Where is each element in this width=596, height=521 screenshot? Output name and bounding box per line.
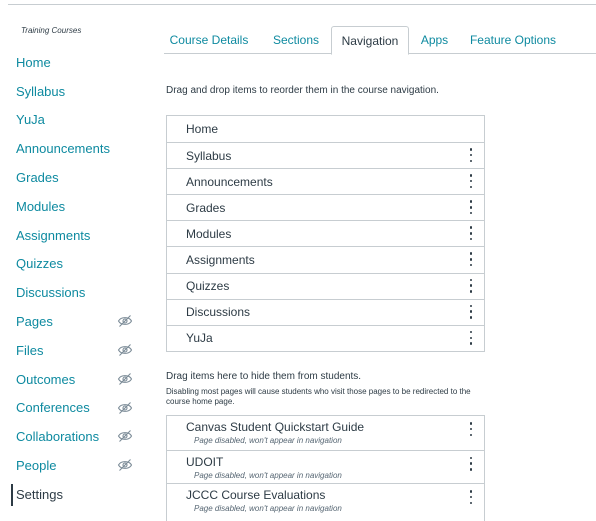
kebab-menu-icon[interactable] [468, 331, 474, 345]
eye-slash-icon [117, 372, 133, 386]
nav-item-label: Home [16, 54, 51, 70]
nav-item-label: Modules [16, 198, 66, 214]
nav-item-collaborations[interactable] [0, 422, 140, 451]
nav-item-people[interactable] [0, 451, 140, 480]
disabled-item-note: Page disabled, won't appear in navigation [194, 470, 342, 480]
settings-tabs [164, 26, 596, 54]
nav-item-quizzes[interactable] [0, 250, 140, 279]
nav-item-grades[interactable] [0, 163, 140, 192]
eye-slash-icon [117, 458, 133, 472]
course-title: Training Courses [21, 26, 82, 35]
disabled-item-label: JCCC Course Evaluations [186, 488, 326, 502]
nav-item-pages[interactable] [0, 307, 140, 336]
nav-item-home[interactable] [0, 48, 140, 77]
enabled-item-syllabus[interactable] [167, 142, 484, 168]
enabled-item-label: Quizzes [186, 279, 230, 294]
enabled-item-home[interactable] [167, 116, 484, 142]
tab-feature-options[interactable]: Feature Options [469, 33, 557, 47]
enabled-item-assignments[interactable] [167, 246, 484, 272]
disabled-item-label: Canvas Student Quickstart Guide [186, 420, 365, 434]
kebab-menu-icon[interactable] [468, 200, 474, 214]
nav-item-yuja[interactable] [0, 106, 140, 135]
eye-slash-icon [117, 343, 133, 357]
nav-item-label: Conferences [16, 400, 90, 416]
nav-item-settings[interactable] [0, 480, 140, 509]
kebab-menu-icon[interactable] [468, 490, 474, 504]
nav-item-label: Settings [16, 486, 63, 502]
enabled-item-discussions[interactable] [167, 299, 484, 325]
enabled-item-grades[interactable] [167, 194, 484, 220]
enabled-item-label: Modules [186, 226, 232, 241]
disabled-item-canvas-student-quickstart-guide[interactable] [167, 416, 484, 450]
kebab-menu-icon[interactable] [468, 252, 474, 266]
nav-item-label: Quizzes [16, 256, 63, 272]
nav-item-modules[interactable] [0, 192, 140, 221]
enabled-item-label: YuJa [186, 331, 213, 346]
enabled-item-modules[interactable] [167, 220, 484, 246]
kebab-menu-icon[interactable] [468, 457, 474, 471]
nav-item-label: Grades [16, 170, 59, 186]
hide-items-heading: Drag items here to hide them from students. [166, 371, 362, 382]
disabled-item-note: Page disabled, won't appear in navigation [194, 436, 342, 445]
nav-item-label: Collaborations [16, 429, 100, 445]
kebab-menu-icon[interactable] [468, 148, 474, 162]
nav-item-label: Announcements [16, 141, 110, 157]
nav-item-discussions[interactable] [0, 278, 140, 307]
disabled-item-label: UDOIT [186, 454, 224, 469]
kebab-menu-icon[interactable] [468, 279, 474, 293]
eye-slash-icon [117, 401, 133, 415]
nav-item-conferences[interactable] [0, 394, 140, 423]
eye-slash-icon [117, 314, 133, 328]
nav-item-announcements[interactable] [0, 134, 140, 163]
nav-item-label: Discussions [16, 285, 86, 301]
nav-item-assignments[interactable] [0, 221, 140, 250]
enabled-item-label: Home [186, 122, 219, 137]
enabled-item-label: Assignments [186, 253, 255, 268]
kebab-menu-icon[interactable] [468, 226, 474, 240]
enabled-item-quizzes[interactable] [167, 273, 484, 299]
disabled-item-udoit[interactable] [167, 450, 484, 484]
tab-course-details[interactable]: Course Details [169, 33, 249, 47]
nav-item-label: Files [16, 342, 44, 358]
nav-item-outcomes[interactable] [0, 365, 140, 394]
disabled-nav-list [166, 415, 485, 521]
nav-item-label: Pages [16, 314, 53, 330]
navigation-instructions: Drag and drop items to reorder them in the course navigation. [166, 85, 439, 96]
kebab-menu-icon[interactable] [468, 174, 474, 188]
eye-slash-icon [117, 429, 133, 443]
tab-apps[interactable]: Apps [420, 33, 449, 47]
nav-item-label: People [16, 458, 57, 474]
nav-item-files[interactable] [0, 336, 140, 365]
enabled-item-label: Discussions [186, 305, 251, 320]
disabled-item-jccc-course-evaluations[interactable] [167, 483, 484, 517]
tab-sections[interactable]: Sections [272, 33, 320, 47]
enabled-item-announcements[interactable] [167, 168, 484, 194]
top-divider [8, 4, 596, 5]
kebab-menu-icon[interactable] [468, 305, 474, 319]
enabled-item-yuja[interactable] [167, 325, 484, 351]
nav-item-label: Assignments [16, 227, 91, 243]
nav-item-label: Outcomes [16, 371, 76, 387]
enabled-item-label: Grades [186, 200, 226, 215]
tab-navigation[interactable]: Navigation [331, 26, 409, 55]
course-navigation [0, 48, 140, 509]
disabled-item-note: Page disabled, won't appear in navigation [194, 504, 342, 513]
nav-item-label: Syllabus [16, 83, 66, 99]
nav-item-label: YuJa [16, 112, 45, 128]
enabled-item-label: Syllabus [186, 148, 232, 163]
enabled-nav-list [166, 115, 485, 352]
hide-items-note: Disabling most pages will cause students who visit those pages to be redirected to the course home page. [166, 387, 471, 406]
nav-item-syllabus[interactable] [0, 77, 140, 106]
kebab-menu-icon[interactable] [468, 422, 474, 436]
enabled-item-label: Announcements [186, 174, 273, 189]
